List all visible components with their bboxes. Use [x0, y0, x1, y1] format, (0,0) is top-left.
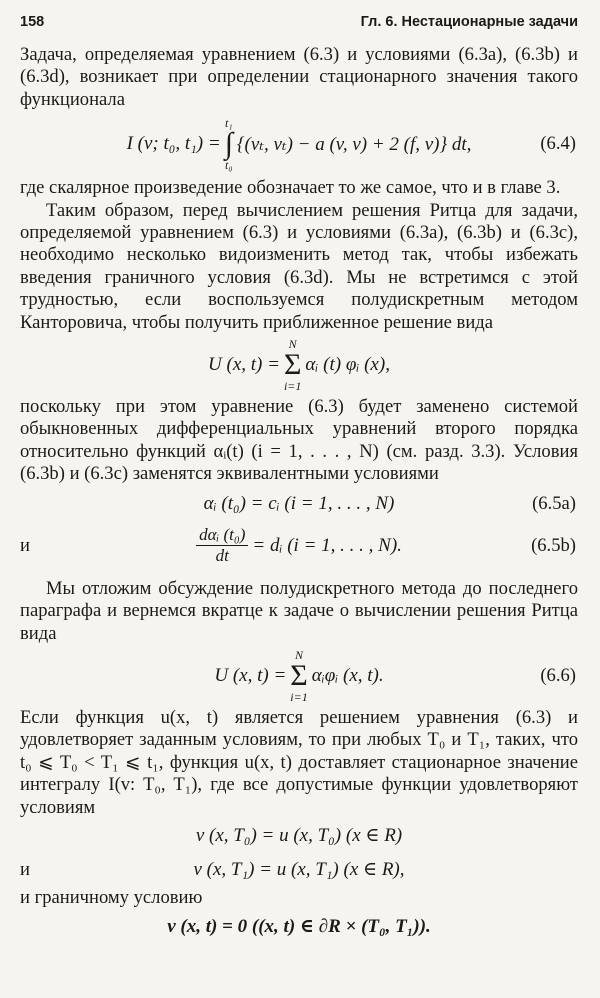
paragraph-1: Задача, определяемая уравнением (6.3) и условиями (6.3a), (6.3b) и (6.3d), возникает при определении стационарного значения такого функционала [20, 44, 578, 110]
eq65b-denominator: dt [215, 546, 229, 566]
paragraph-6: Если функция u(x, t) является решением уравнения (6.3) и удовлетворяет заданным условиям, то при любых T₀ и T₁, таких, что t₀ ⩽ T₀ < T₁ ⩽ t₁, функция u(x, t) доставляет стационарное значение интегралу I(v: T₀, T₁), где все допустимые функции удовлетворяют условиям [20, 706, 578, 818]
integral-symbol: ∫ [224, 127, 233, 161]
eq64-number: (6.4) [540, 133, 576, 155]
eq65b-numerator: dαᵢ (t₀) [196, 525, 248, 546]
eq65b-rest: = dᵢ (i = 1, . . . , N). [252, 534, 402, 556]
paragraph-4: поскольку при этом уравнение (6.3) будет заменено системой обыкновенных дифференциальных уравнений второго порядка относительно функций αᵢ(t) (i = 1, . . . , N) (см. разд. 3.3). Условия (6.3b) и (6.3c) заменятся эквивалентными условиями [20, 396, 578, 485]
equation-ritz-kantorovich [20, 334, 578, 396]
equation-6-4 [20, 111, 578, 177]
eqU1-lhs: U (x, t) = [208, 354, 280, 376]
paragraph-7: и граничному условию [20, 886, 203, 908]
integral-sign [225, 117, 233, 171]
eq66-lhs: U (x, t) = [214, 664, 287, 686]
equation-condition-t0 [20, 819, 578, 853]
paragraph-3: Таким образом, перед вычислением решения Ритца для задачи, определяемой уравнением (6.3) и условиями (6.3a), (6.3b) и (6.3c), необходимо несколько видоизменить метод так, чтобы избежать введения граничного условия (6.3d). Мы не встретимся с этой трудностью, если воспользуемся полудискретным методом Канторовича, чтобы получить приближенное решение вида [20, 199, 578, 333]
eqU1-upper-limit: N [288, 337, 297, 352]
eq64-upper-limit: t₁ [225, 116, 233, 131]
paragraph-5: Мы отложим обсуждение полудискретного метода до последнего параграфа и вернемся вкратце к задаче о вычислении решения Ритца вида [20, 577, 578, 644]
eqU1-lower-limit: i=1 [283, 379, 302, 394]
equation-6-5a [20, 486, 578, 522]
eq65b-number: (6.5b) [531, 534, 576, 556]
equation-6-5b [20, 522, 578, 570]
eq66-upper-limit: N [295, 647, 304, 662]
eq65a-number: (6.5a) [532, 492, 576, 514]
eqU1-rhs: αᵢ (t) φᵢ (x), [305, 354, 390, 376]
eq66-lower-limit: i=1 [290, 689, 308, 704]
chapter-title: Гл. 6. Нестационарные задачи [360, 14, 578, 30]
eq65a-body: αᵢ (t₀) = cᵢ (i = 1, . . . , N) [203, 492, 395, 514]
equation-boundary [20, 909, 578, 943]
eqc2-body: v (x, T₁) = u (x, T₁) (x ∈ R), [193, 859, 405, 881]
equation-6-6 [20, 645, 578, 707]
page-number: 158 [20, 14, 45, 30]
sum-symbol-2: Σ [290, 658, 308, 692]
eq66-number: (6.6) [540, 664, 576, 686]
sum-sign [284, 338, 301, 392]
eq66-rhs: αᵢφᵢ (x, t). [311, 664, 384, 686]
eqb-body: v (x, t) = 0 ((x, t) ∈ ∂R × (T₀, T₁)). [167, 915, 431, 937]
eq64-lhs: I (v; t₀, t₁) = [126, 133, 221, 155]
sum-symbol: Σ [283, 348, 302, 382]
eq64-lower-limit: t₀ [225, 158, 233, 173]
derivative-fraction [196, 525, 248, 566]
sum-sign-2 [290, 649, 307, 703]
running-header [20, 14, 578, 44]
conjunction-and-2: и [20, 858, 30, 880]
paragraph-2: где скалярное произведение обозначает то же самое, что и в главе 3. [20, 177, 561, 199]
conjunction-and-1: и [20, 534, 30, 556]
eqc1-body: v (x, T₀) = u (x, T₀) (x ∈ R) [195, 825, 403, 847]
eq64-rhs: {(vₜ, vₜ) − a (v, v) + 2 (f, v)} dt, [236, 133, 472, 155]
equation-condition-t1 [20, 853, 578, 887]
